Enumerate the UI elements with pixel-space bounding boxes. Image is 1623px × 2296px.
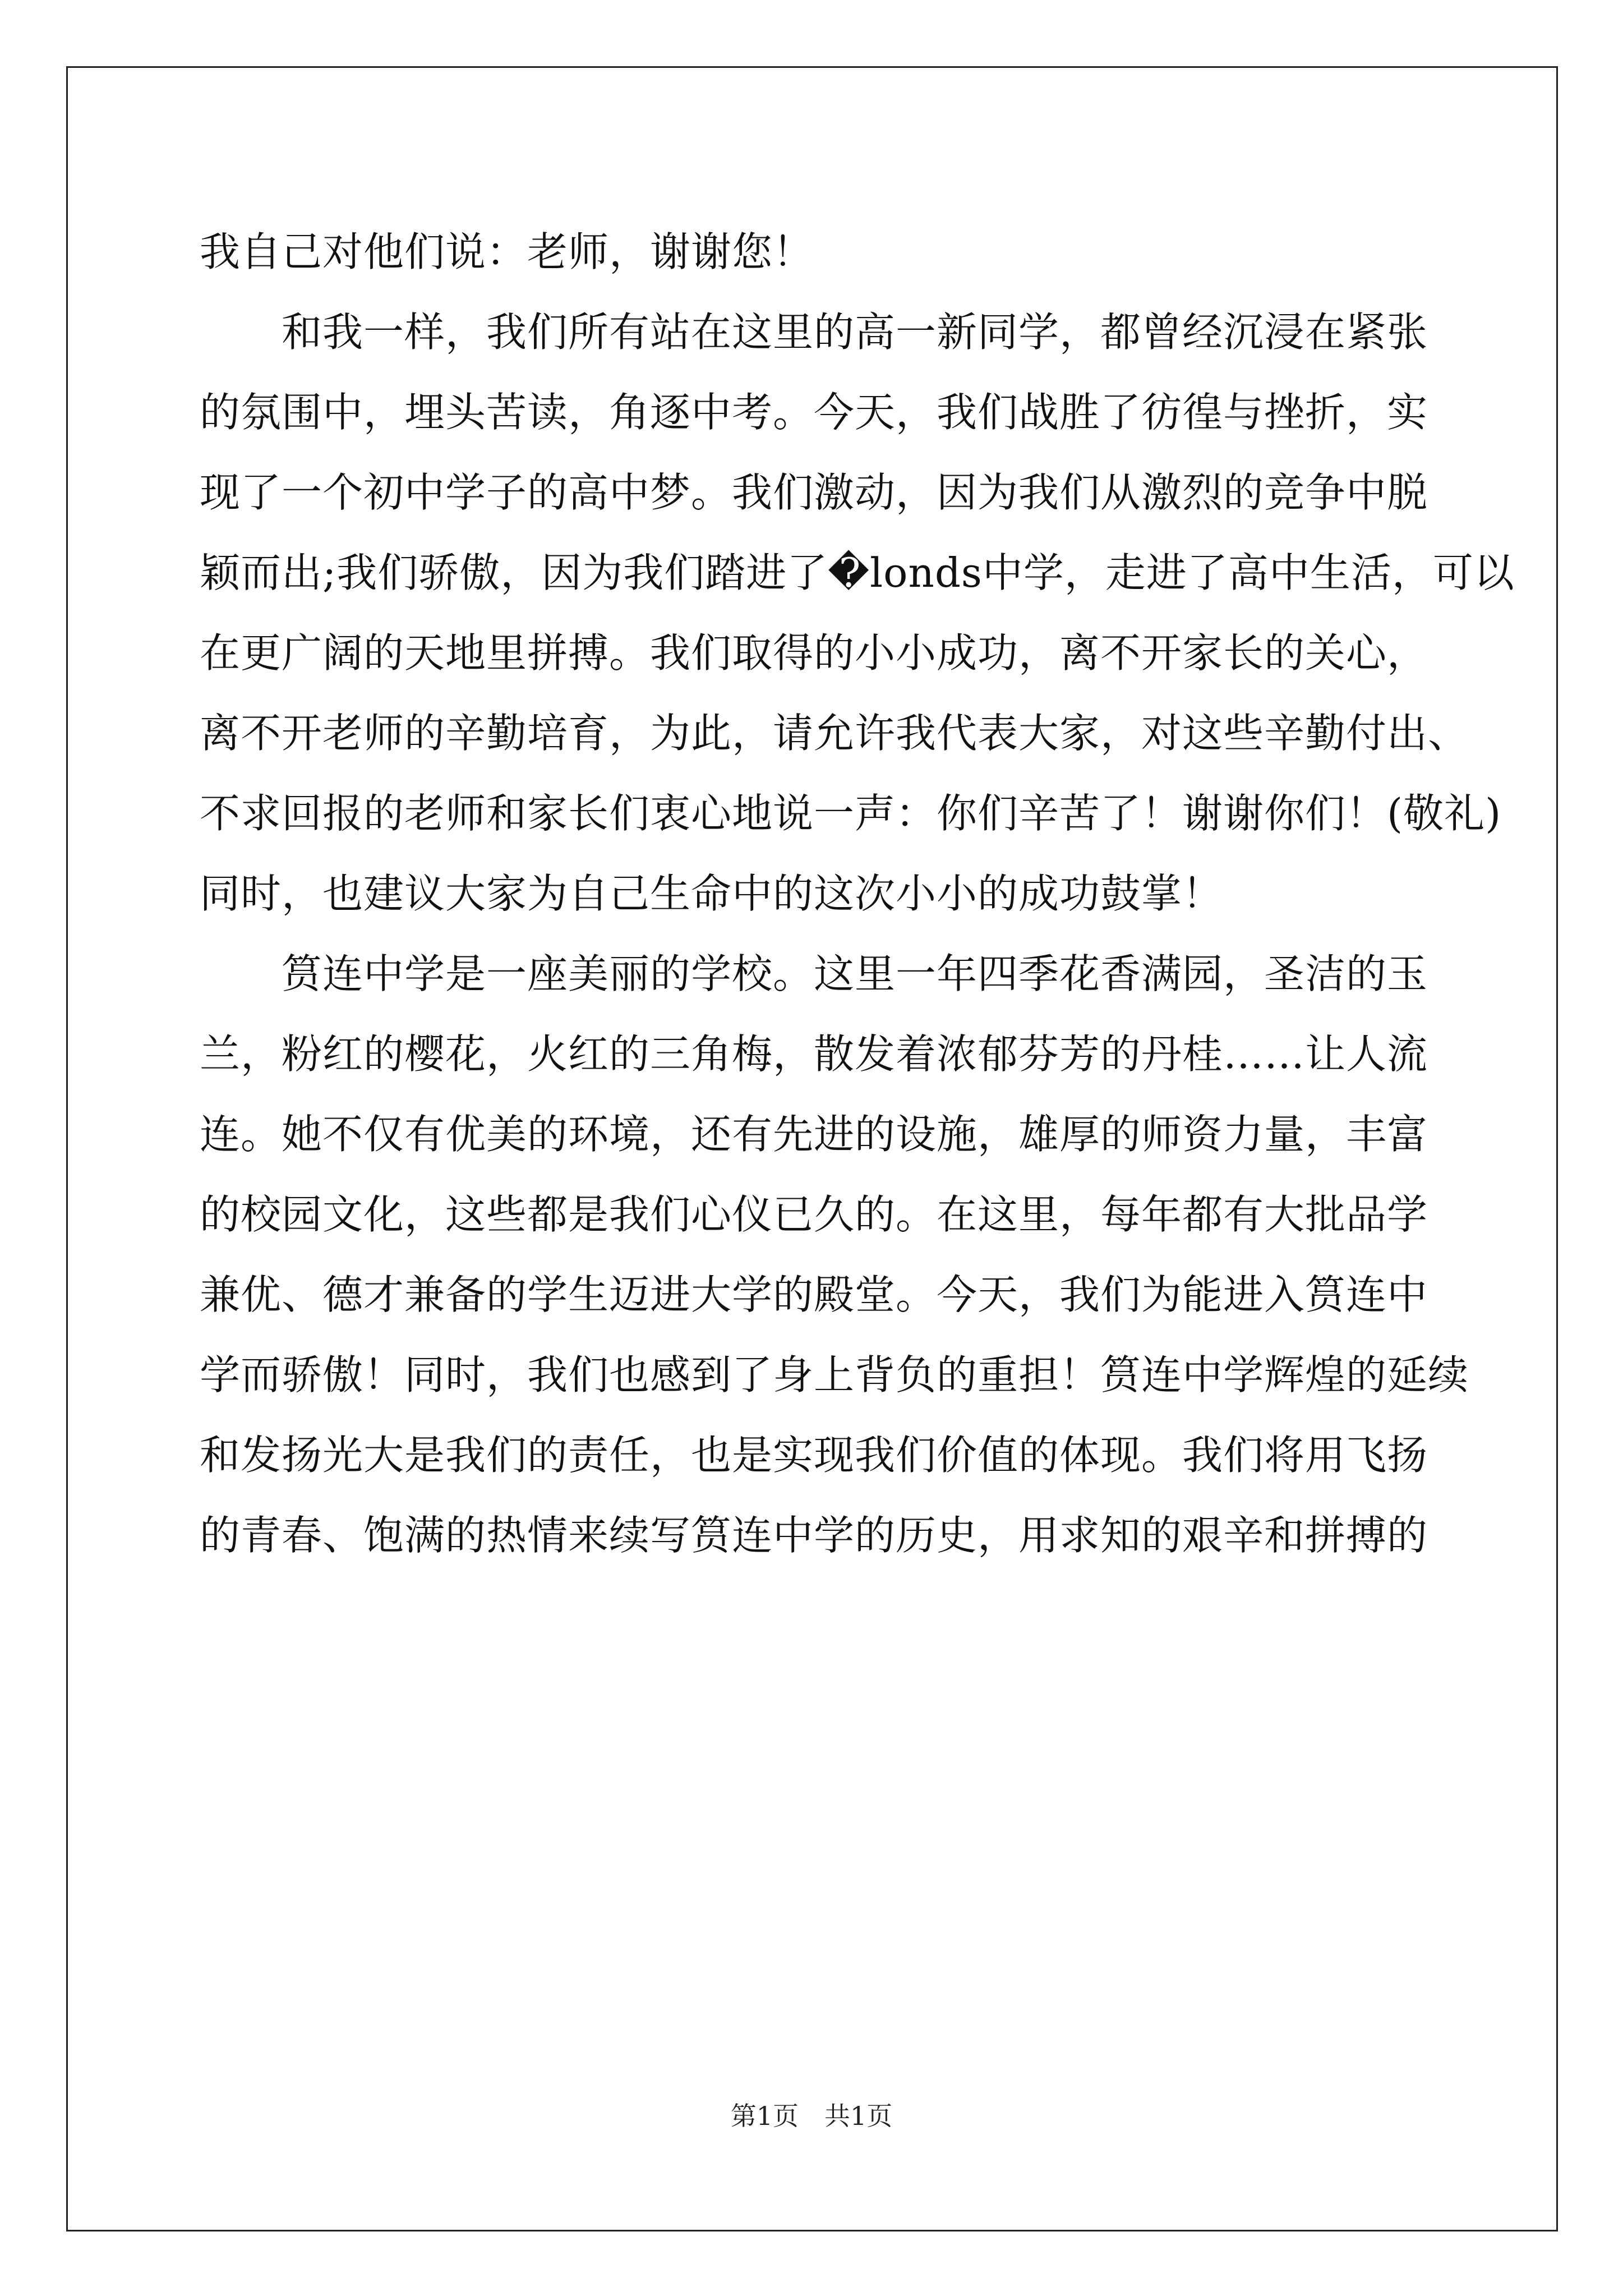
- text-line: 的青春、饱满的热情来续写筼连中学的历史，用求知的艰辛和拼搏的: [200, 1512, 1428, 1559]
- text-line: 现了一个初中学子的高中梦。我们激动，因为我们从激烈的竞争中脱: [200, 469, 1428, 516]
- text-line: 学而骄傲！同时，我们也感到了身上背负的重担！筼连中学辉煌的延续: [200, 1351, 1469, 1398]
- text-line: 我自己对他们说：老师，谢谢您！: [200, 228, 814, 275]
- text-line: 的氛围中，埋头苦读，角逐中考。今天，我们战胜了彷徨与挫折，实: [200, 389, 1428, 436]
- document-body: [200, 212, 1515, 1576]
- text-line: 不求回报的老师和家长们衷心地说一声：你们辛苦了！谢谢你们！(敬礼): [200, 790, 1502, 837]
- text-line: 和我一样，我们所有站在这里的高一新同学，都曾经沉浸在紧张: [200, 309, 1428, 356]
- text-line: 离不开老师的辛勤培育，为此，请允许我代表大家，对这些辛勤付出、: [200, 710, 1469, 757]
- text-line: 兼优、德才兼备的学生迈进大学的殿堂。今天，我们为能进入筼连中: [200, 1271, 1428, 1318]
- text-line: 连。她不仅有优美的环境，还有先进的设施，雄厚的师资力量，丰富: [200, 1111, 1428, 1158]
- text-line: 在更广阔的天地里拼搏。我们取得的小小成功，离不开家长的关心，: [200, 629, 1428, 677]
- text-line: 的校园文化，这些都是我们心仪已久的。在这里，每年都有大批品学: [200, 1191, 1428, 1238]
- text-line: 和发扬光大是我们的责任，也是实现我们价值的体现。我们将用飞扬: [200, 1432, 1428, 1479]
- page-footer: 第1页 共1页: [730, 2101, 893, 2131]
- text-line: 兰，粉红的樱花，火红的三角梅，散发着浓郁芬芳的丹桂……让人流: [200, 1030, 1428, 1078]
- text-line: 筼连中学是一座美丽的学校。这里一年四季花香满园，圣洁的玉: [200, 950, 1428, 997]
- text-line: 颖而出;我们骄傲，因为我们踏进了�londs中学，走进了高中生活，可以: [200, 549, 1515, 596]
- text-line: 同时，也建议大家为自己生命中的这次小小的成功鼓掌！: [200, 870, 1224, 917]
